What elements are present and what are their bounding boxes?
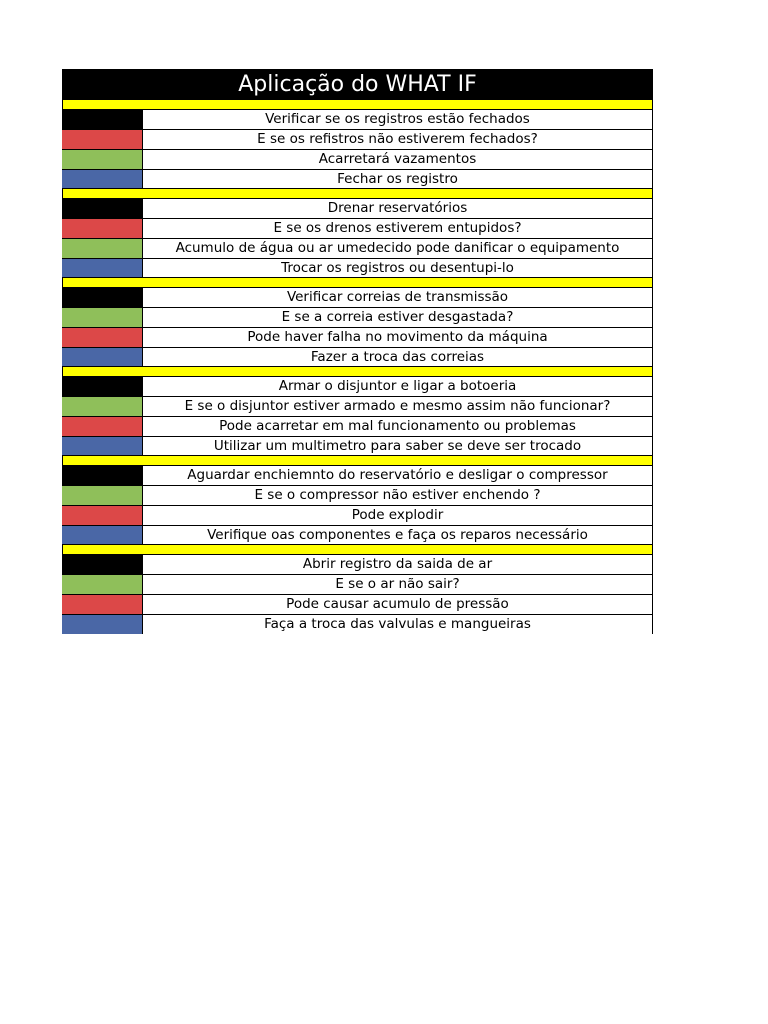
table-row — [62, 170, 653, 189]
color-swatch-blue — [62, 259, 143, 277]
table-row — [62, 288, 653, 308]
table-row — [62, 437, 653, 456]
row-text: Verificar correias de transmissão — [143, 288, 653, 307]
row-text: Pode acarretar em mal funcionamento ou problemas — [143, 417, 653, 436]
table-row — [62, 377, 653, 397]
color-swatch-black — [62, 377, 143, 396]
step-group — [62, 466, 653, 545]
table-row — [62, 417, 653, 437]
row-text: Utilizar um multimetro para saber se deve ser trocado — [143, 437, 653, 455]
row-text: Verificar se os registros estão fechados — [143, 110, 653, 129]
table-row — [62, 526, 653, 545]
yellow-separator — [62, 545, 653, 555]
color-swatch-green — [62, 150, 143, 169]
step-group — [62, 110, 653, 189]
row-text: Abrir registro da saida de ar — [143, 555, 653, 574]
color-swatch-red — [62, 328, 143, 347]
color-swatch-green — [62, 486, 143, 505]
what-if-table — [62, 69, 653, 634]
row-text: Fazer a troca das correias — [143, 348, 653, 366]
color-swatch-green — [62, 575, 143, 594]
table-row — [62, 348, 653, 367]
table-row — [62, 328, 653, 348]
table-title: Aplicação do WHAT IF — [62, 69, 653, 100]
row-text: Pode explodir — [143, 506, 653, 525]
color-swatch-blue — [62, 437, 143, 455]
color-swatch-black — [62, 555, 143, 574]
row-text: E se o compressor não estiver enchendo ? — [143, 486, 653, 505]
color-swatch-black — [62, 199, 143, 218]
color-swatch-green — [62, 308, 143, 327]
table-row — [62, 466, 653, 486]
table-row — [62, 110, 653, 130]
row-text: E se os drenos estiverem entupidos? — [143, 219, 653, 238]
table-row — [62, 506, 653, 526]
color-swatch-blue — [62, 526, 143, 544]
table-row — [62, 150, 653, 170]
row-text: Trocar os registros ou desentupi-lo — [143, 259, 653, 277]
table-row — [62, 219, 653, 239]
table-row — [62, 615, 653, 634]
table-row — [62, 259, 653, 278]
table-row — [62, 575, 653, 595]
color-swatch-black — [62, 466, 143, 485]
color-swatch-green — [62, 397, 143, 416]
color-swatch-red — [62, 417, 143, 436]
color-swatch-green — [62, 239, 143, 258]
color-swatch-red — [62, 506, 143, 525]
table-row — [62, 595, 653, 615]
row-text: Verifique oas componentes e faça os reparos necessário — [143, 526, 653, 544]
row-text: Acumulo de água ou ar umedecido pode danificar o equipamento — [143, 239, 653, 258]
row-text: Pode causar acumulo de pressão — [143, 595, 653, 614]
table-row — [62, 486, 653, 506]
yellow-separator — [62, 100, 653, 110]
step-group — [62, 377, 653, 456]
row-text: Drenar reservatórios — [143, 199, 653, 218]
table-row — [62, 199, 653, 219]
table-row — [62, 555, 653, 575]
row-text: Aguardar enchiemnto do reservatório e desligar o compressor — [143, 466, 653, 485]
table-body — [62, 100, 653, 634]
yellow-separator — [62, 189, 653, 199]
table-row — [62, 397, 653, 417]
row-text: Fechar os registro — [143, 170, 653, 188]
step-group — [62, 199, 653, 278]
row-text: Pode haver falha no movimento da máquina — [143, 328, 653, 347]
color-swatch-red — [62, 130, 143, 149]
yellow-separator — [62, 278, 653, 288]
row-text: E se os refistros não estiverem fechados? — [143, 130, 653, 149]
color-swatch-red — [62, 219, 143, 238]
step-group — [62, 288, 653, 367]
color-swatch-blue — [62, 615, 143, 634]
step-group — [62, 555, 653, 634]
row-text: Armar o disjuntor e ligar a botoeria — [143, 377, 653, 396]
table-row — [62, 308, 653, 328]
row-text: E se o ar não sair? — [143, 575, 653, 594]
yellow-separator — [62, 456, 653, 466]
color-swatch-blue — [62, 170, 143, 188]
table-row — [62, 239, 653, 259]
row-text: E se o disjuntor estiver armado e mesmo assim não funcionar? — [143, 397, 653, 416]
color-swatch-red — [62, 595, 143, 614]
row-text: Faça a troca das valvulas e mangueiras — [143, 615, 653, 634]
color-swatch-black — [62, 110, 143, 129]
yellow-separator — [62, 367, 653, 377]
table-row — [62, 130, 653, 150]
color-swatch-blue — [62, 348, 143, 366]
row-text: E se a correia estiver desgastada? — [143, 308, 653, 327]
color-swatch-black — [62, 288, 143, 307]
row-text: Acarretará vazamentos — [143, 150, 653, 169]
